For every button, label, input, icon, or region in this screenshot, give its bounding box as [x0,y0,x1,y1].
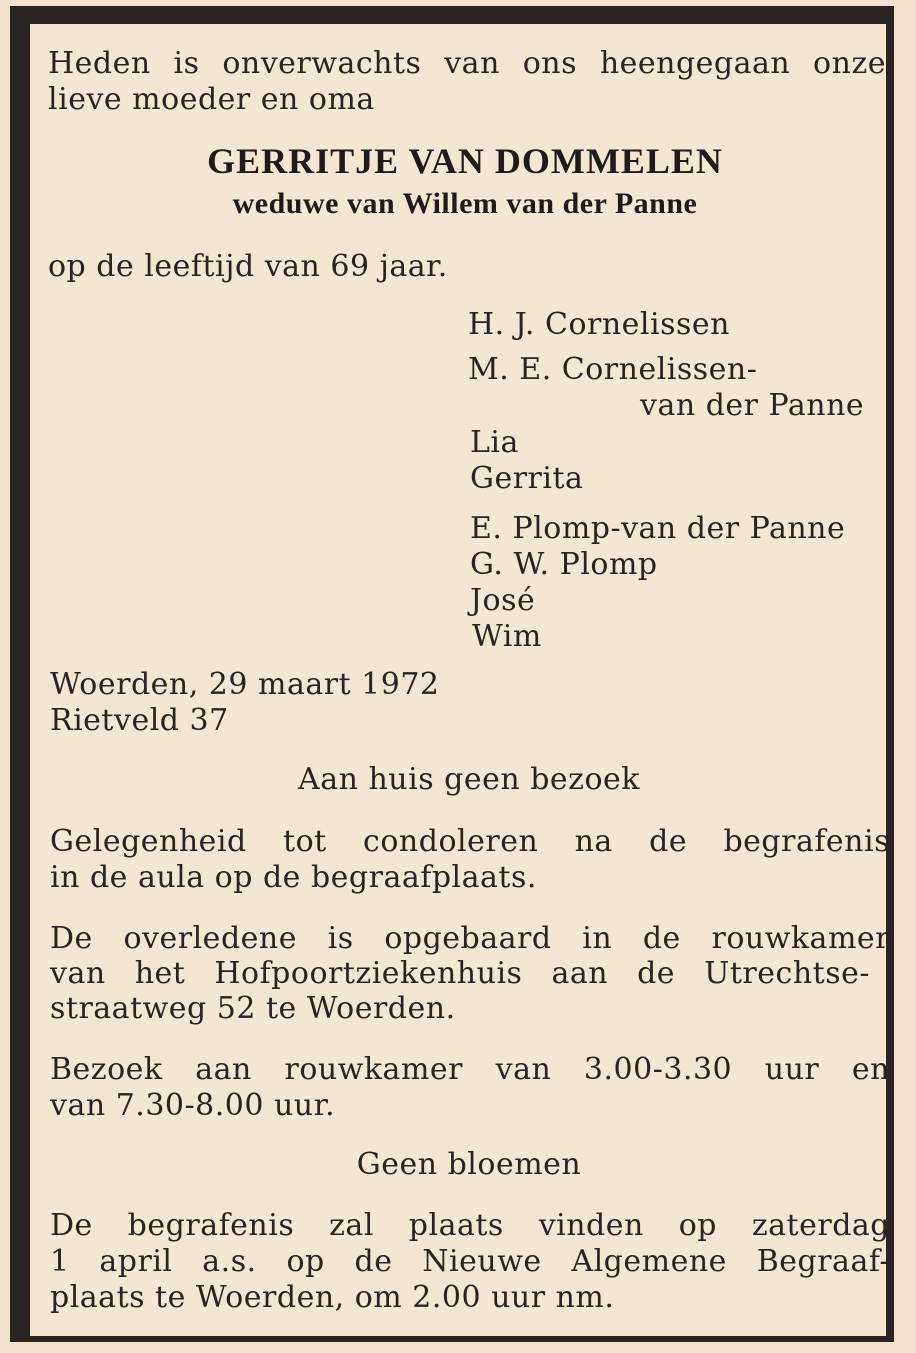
intro-line-1: Heden is onverwachts van ons heengegaan onze [48,46,886,81]
laid-out-line-2: van het Hofpoortziekenhuis aan de Utrechtse- [50,956,870,991]
family-member: M. E. Cornelissen- [468,352,758,387]
funeral-line-2: 1 april a.s. op de Nieuwe Algemene Begraaf- [50,1244,890,1279]
family-member: G. W. Plomp [470,547,658,582]
deceased-name: GERRITJE VAN DOMMELEN [207,141,723,181]
laid-out-line-3: straatweg 52 te Woerden. [50,991,456,1026]
visiting-line-2: van 7.30-8.00 uur. [50,1088,336,1123]
family-member: Lia [470,425,519,460]
family-member: E. Plomp-van der Panne [470,511,846,546]
intro-line-2: lieve moeder en oma [48,82,375,117]
condolence-line-2: in de aula op de begraafplaats. [50,860,537,895]
visiting-line-1: Bezoek aan rouwkamer van 3.00-3.30 uur en [50,1052,890,1087]
address: Rietveld 37 [50,703,229,738]
laid-out-line-1: De overledene is opgebaard in de rouwkamer [50,921,890,956]
funeral-line-3: plaats te Woerden, om 2.00 uur nm. [50,1280,615,1315]
no-visit-notice: Aan huis geen bezoek [298,762,640,797]
family-member: Gerrita [470,461,584,496]
widow-of-line: weduwe van Willem van der Panne [232,187,698,220]
family-member: José [470,583,536,618]
no-flowers-notice: Geen bloemen [356,1147,582,1182]
condolence-line-1: Gelegenheid tot condoleren na de begrafenis [50,824,890,859]
age-line: op de leeftijd van 69 jaar. [48,249,448,284]
family-member: Wim [472,619,542,654]
funeral-line-1: De begrafenis zal plaats vinden op zaterdag [50,1208,890,1243]
place-date: Woerden, 29 maart 1972 [50,667,440,702]
family-member-continued: van der Panne [640,388,865,423]
family-member: H. J. Cornelissen [468,307,730,342]
